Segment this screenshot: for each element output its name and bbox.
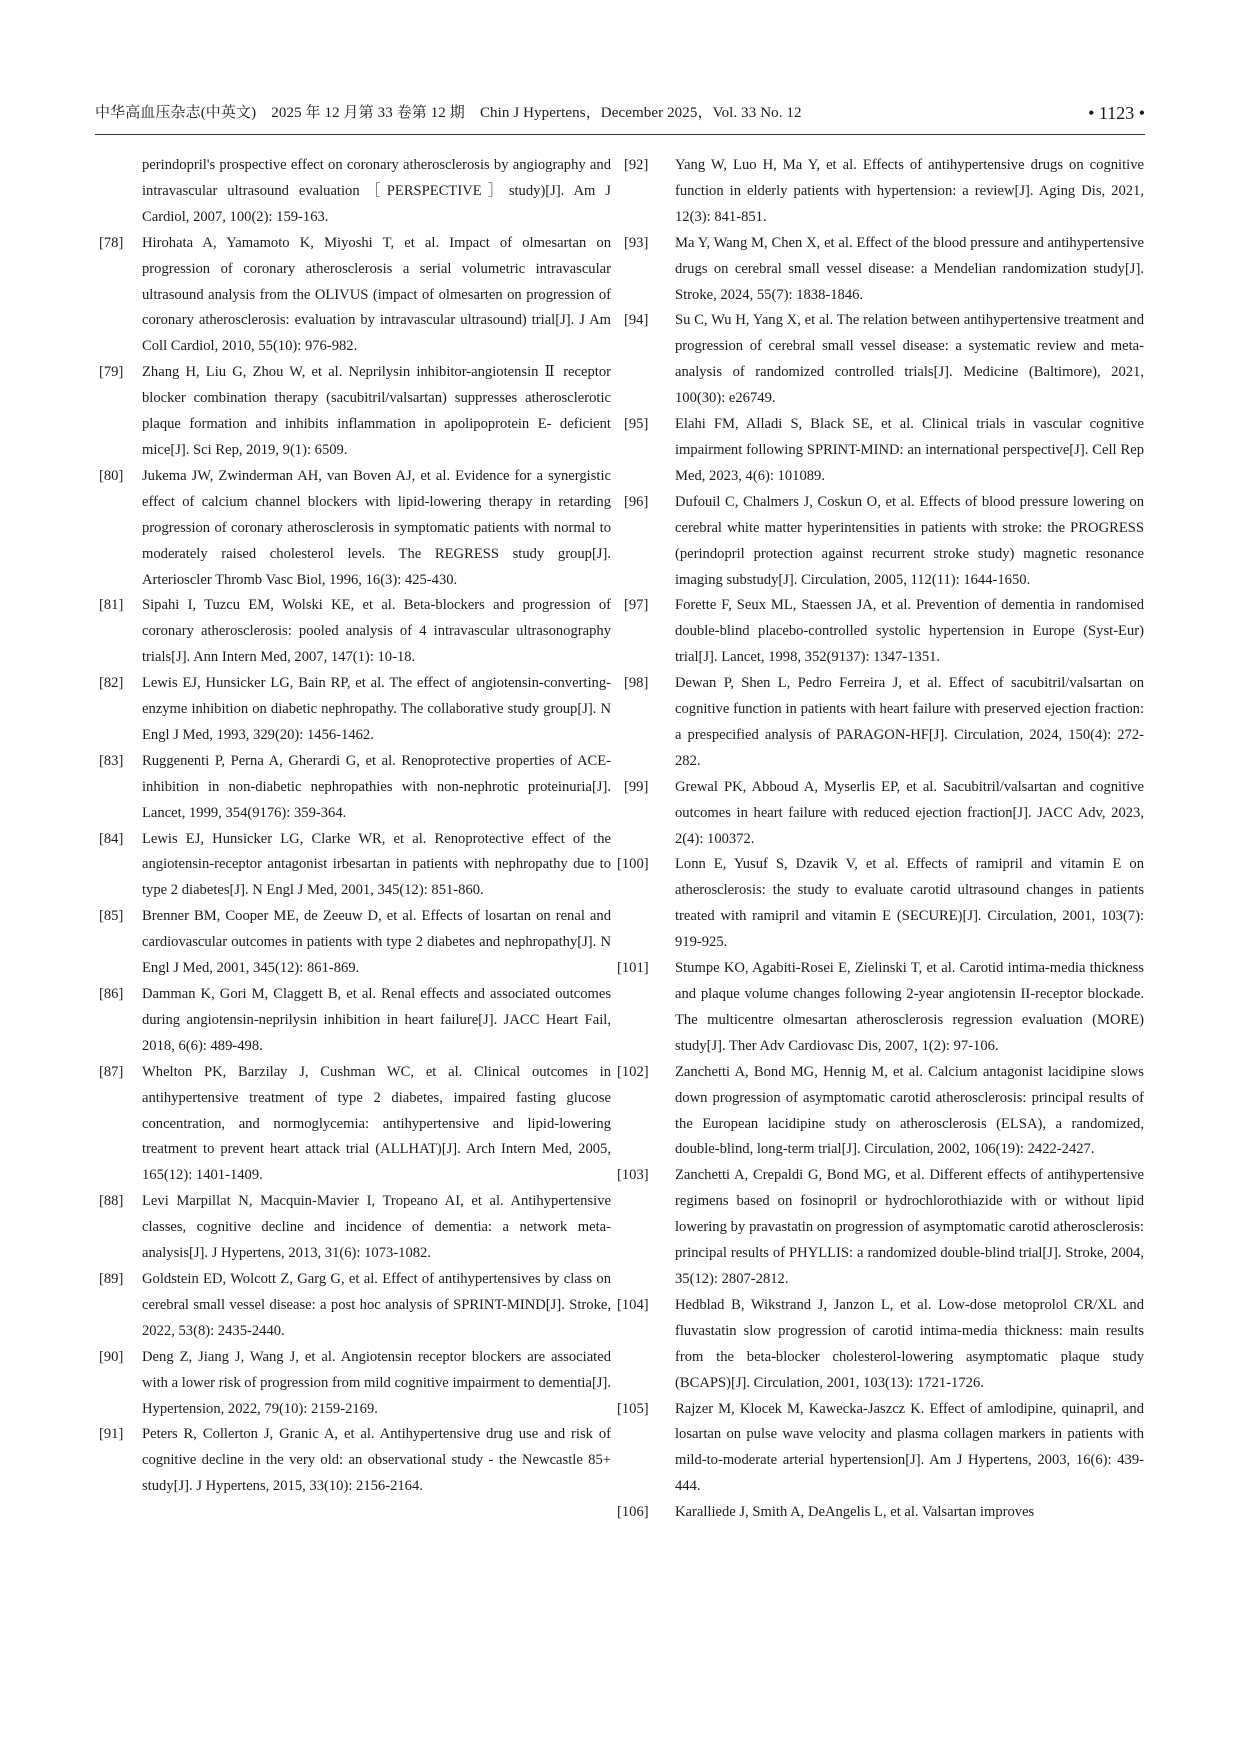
reference-number: [88] <box>99 1193 124 1210</box>
reference-entry <box>617 956 1144 1060</box>
reference-text: Lewis EJ, Hunsicker LG, Clarke WR, et al. Renoprotective effect of the angiotensin-receptor antagonist irbesartan in patients with nephropathy due to type 2 diabetes[J]. N Engl J Med, 2001, 345(12): 851-860. <box>142 830 611 899</box>
reference-entry <box>99 231 611 361</box>
reference-entry <box>617 852 1144 956</box>
reference-number: [86] <box>99 986 124 1002</box>
reference-entry <box>617 1500 1144 1526</box>
reference-number: [99] <box>624 778 649 795</box>
reference-number: [81] <box>99 597 124 614</box>
reference-column-left <box>99 153 611 1500</box>
reference-number: [94] <box>624 312 649 329</box>
page-number: • 1123 • <box>1088 103 1145 123</box>
reference-entry <box>617 1397 1144 1501</box>
running-header <box>95 98 1145 128</box>
reference-text: Zanchetti A, Crepaldi G, Bond MG, et al. Different effects of antihypertensive regimens based on fosinopril or hydrochlorothiazide with or without lipid lowering by pravastatin on progression of asymptomatic carotid atherosclerosis: principal results of PHYLLIS: a randomized double-blind trial[J]. Stroke, 2004, 35(12): 2807-2812. <box>675 1167 1144 1287</box>
reference-entry <box>624 775 1144 853</box>
reference-entry <box>99 982 611 1060</box>
reference-entry <box>99 1060 611 1190</box>
reference-text: Yang W, Luo H, Ma Y, et al. Effects of antihypertensive drugs on cognitive function in elderly patients with hypertension: a review[J]. Aging Dis, 2021, 12(3): 841-851. <box>675 157 1144 225</box>
reference-text: Su C, Wu H, Yang X, et al. The relation between antihypertensive treatment and progression of cerebral small vessel disease: a systematic review and meta-analysis of randomized controlled trials[J]. Medicine (Baltimore), 2021, 100(30): e26749. <box>675 312 1144 407</box>
reference-number: [91] <box>99 1426 124 1443</box>
reference-entry <box>617 1060 1144 1164</box>
reference-number: [103] <box>617 1167 649 1184</box>
reference-text: Lewis EJ, Hunsicker LG, Bain RP, et al. The effect of angiotensin-converting-enzyme inhibition on diabetic nephropathy. The collaborative study group[J]. N Engl J Med, 1993, 329(20): 1456-1462. <box>142 675 611 743</box>
reference-number: [87] <box>99 1063 124 1080</box>
reference-entry <box>617 1163 1144 1293</box>
reference-text: Sipahi I, Tuzcu EM, Wolski KE, et al. Beta-blockers and progression of coronary atherosclerosis: pooled analysis of 4 intravascular ultrasonography trials[J]. Ann Intern Med, 2007, 147(1): 10-18. <box>142 597 611 666</box>
reference-number: [96] <box>624 493 649 510</box>
reference-column-right <box>617 153 1144 1526</box>
reference-number: [104] <box>617 1296 649 1313</box>
reference-text: Grewal PK, Abboud A, Myserlis EP, et al. Sacubitril/valsartan and cognitive outcomes in heart failure with reduced ejection fraction[J]. JACC Adv, 2023, 2(4): 100372. <box>675 778 1144 847</box>
reference-text: Ma Y, Wang M, Chen X, et al. Effect of the blood pressure and antihypertensive drugs on cerebral small vessel disease: a Mendelian randomization study[J]. Stroke, 2024, 55(7): 1838-1846. <box>675 234 1144 303</box>
reference-entry <box>617 1293 1144 1397</box>
reference-entry <box>624 671 1144 775</box>
reference-entry <box>99 360 611 464</box>
reference-entry <box>99 1267 611 1345</box>
reference-entry <box>99 593 611 671</box>
reference-number: [106] <box>617 1504 649 1521</box>
journal-citation-line: 中华高血压杂志(中英文) 2025 年 12 月第 33 卷第 12 期 Chin J Hypertens，December 2025，Vol. 33 No. 12 <box>95 105 802 121</box>
reference-number: [78] <box>99 234 124 251</box>
reference-text: Levi Marpillat N, Macquin-Mavier I, Tropeano AI, et al. Antihypertensive classes, cognitive decline and incidence of dementia: a network meta-analysis[J]. J Hypertens, 2013, 31(6): 1073-1082. <box>142 1193 611 1262</box>
reference-number: [83] <box>99 752 124 769</box>
reference-text: Dewan P, Shen L, Pedro Ferreira J, et al. Effect of sacubitril/valsartan on cognitive function in patients with heart failure with preserved ejection fraction: a prespecified analysis of PARAGON-HF[J]. Circulation, 2024, 150(4): 272-282. <box>675 675 1144 769</box>
reference-entry <box>624 412 1144 490</box>
reference-text: Deng Z, Jiang J, Wang J, et al. Angiotensin receptor blockers are associated with a lower risk of progression from mild cognitive impairment to dementia[J]. Hypertension, 2022, 79(10): 2159-2169. <box>142 1348 611 1417</box>
reference-number: [101] <box>617 960 649 977</box>
header-rule <box>95 134 1145 135</box>
reference-entry <box>99 1345 611 1423</box>
reference-number: [97] <box>624 597 649 614</box>
reference-entry <box>99 464 611 594</box>
reference-entry <box>624 490 1144 594</box>
reference-text: Brenner BM, Cooper ME, de Zeeuw D, et al. Effects of losartan on renal and cardiovascular outcomes in patients with type 2 diabetes and nephropathy[J]. N Engl J Med, 2001, 345(12): 861-869. <box>142 908 611 977</box>
reference-entry <box>624 153 1144 231</box>
reference-number: [89] <box>99 1270 124 1287</box>
reference-number: [105] <box>617 1400 649 1417</box>
reference-text: Stumpe KO, Agabiti-Rosei E, Zielinski T, et al. Carotid intima-media thickness and plaque volume changes following 2-year angiotensin II-receptor blockade. The multicentre olmesartan atherosclerosis regression evaluation (MORE) study[J]. Ther Adv Cardiovasc Dis, 2007, 1(2): 97-106. <box>675 960 1144 1054</box>
reference-text: Elahi FM, Alladi S, Black SE, et al. Clinical trials in vascular cognitive impairment following SPRINT-MIND: an international perspective[J]. Cell Rep Med, 2023, 4(6): 101089. <box>675 416 1144 484</box>
reference-text: Dufouil C, Chalmers J, Coskun O, et al. Effects of blood pressure lowering on cerebral white matter hyperintensities in patients with stroke: the PROGRESS (perindopril protection against recurrent stroke study) magnetic resonance imaging substudy[J]. Circulation, 2005, 112(11): 1644-1650. <box>675 493 1144 588</box>
reference-text: Peters R, Collerton J, Granic A, et al. Antihypertensive drug use and risk of cognitive decline in the very old: an observational study - the Newcastle 85+ study[J]. J Hypertens, 2015, 33(10): 2156-2164. <box>142 1426 611 1495</box>
reference-number: [84] <box>99 830 124 847</box>
reference-number: [80] <box>99 467 124 484</box>
reference-entry <box>624 593 1144 671</box>
reference-number: [98] <box>624 675 649 692</box>
reference-text: Zhang H, Liu G, Zhou W, et al. Neprilysin inhibitor-angiotensin Ⅱ receptor blocker combination therapy (sacubitril/valsartan) suppresses atherosclerotic plaque formation and inhibits inflammation in apolipoprotein E- deficient mice[J]. Sci Rep, 2019, 9(1): 6509. <box>142 364 611 458</box>
reference-number: [95] <box>624 416 649 433</box>
reference-number: [90] <box>99 1348 124 1365</box>
reference-number: [82] <box>99 675 124 692</box>
reference-number: [92] <box>624 157 649 173</box>
reference-text: Goldstein ED, Wolcott Z, Garg G, et al. Effect of antihypertensives by class on cerebral small vessel disease: a post hoc analysis of SPRINT-MIND[J]. Stroke, 2022, 53(8): 2435-2440. <box>142 1270 611 1339</box>
reference-text: Hirohata A, Yamamoto K, Miyoshi T, et al. Impact of olmesartan on progression of coronary atherosclerosis a serial volumetric intravascular ultrasound analysis from the OLIVUS (impact of olmesarten on progression of coronary atherosclerosis: evaluation by intravascular ultrasound) trial[J]. J Am Coll Cardiol, 2010, 55(10): 976-982. <box>142 234 611 355</box>
reference-entry <box>99 827 611 905</box>
reference-text: Damman K, Gori M, Claggett B, et al. Renal effects and associated outcomes during angiotensin-neprilysin inhibition in heart failure[J]. JACC Heart Fail, 2018, 6(6): 489-498. <box>142 986 611 1054</box>
reference-entry <box>99 153 611 231</box>
reference-text: Zanchetti A, Bond MG, Hennig M, et al. Calcium antagonist lacidipine slows down progression of asymptomatic carotid atherosclerosis: principal results of the European lacidipine study on atherosclerosis (ELSA), a randomized, double-blind, long-term trial[J]. Circulation, 2002, 106(19): 2422-2427. <box>675 1063 1144 1158</box>
reference-text: Lonn E, Yusuf S, Dzavik V, et al. Effects of ramipril and vitamin E on atherosclerosis: the study to evaluate carotid ultrasound changes in patients treated with ramipril and vitamin E (SECURE)[J]. Circulation, 2001, 103(7): 919-925. <box>675 856 1144 951</box>
reference-text: Rajzer M, Klocek M, Kawecka-Jaszcz K. Effect of amlodipine, quinapril, and losartan on pulse wave velocity and plasma collagen markers in patients with mild-to-moderate arterial hypertension[J]. Am J Hypertens, 2003, 16(6): 439-444. <box>675 1400 1144 1495</box>
reference-entry <box>624 231 1144 309</box>
reference-text: Whelton PK, Barzilay J, Cushman WC, et al. Clinical outcomes in antihypertensive treatment of type 2 diabetes, impaired fasting glucose concentration, and normoglycemia: antihypertensive and lipid-lowering treatment to prevent heart attack trial (ALLHAT)[J]. Arch Intern Med, 2005, 165(12): 1401-1409. <box>142 1063 611 1184</box>
reference-entry <box>99 1189 611 1267</box>
reference-text: Forette F, Seux ML, Staessen JA, et al. Prevention of dementia in randomised double-blind placebo-controlled systolic hypertension in Europe (Syst-Eur) trial[J]. Lancet, 1998, 352(9137): 1347-1351. <box>675 597 1144 666</box>
reference-text: Jukema JW, Zwinderman AH, van Boven AJ, et al. Evidence for a synergistic effect of calcium channel blockers with lipid-lowering therapy in retarding progression of coronary atherosclerosis in symptomatic patients with normal to moderately raised cholesterol levels. The REGRESS study group[J]. Arterioscler Thromb Vasc Biol, 1996, 16(3): 425-430. <box>142 467 611 588</box>
reference-number: [79] <box>99 364 124 381</box>
reference-text: perindopril's prospective effect on coronary atherosclerosis by angiography and intravascular ultrasound evaluation［PERSPECTIVE］study)[J]. Am J Cardiol, 2007, 100(2): 159-163. <box>142 157 611 225</box>
reference-entry <box>99 904 611 982</box>
reference-number: [85] <box>99 908 124 925</box>
reference-number: [100] <box>617 856 649 873</box>
reference-text: Ruggenenti P, Perna A, Gherardi G, et al. Renoprotective properties of ACE-inhibition in non-diabetic nephropathies with non-nephrotic proteinuria[J]. Lancet, 1999, 354(9176): 359-364. <box>142 752 611 821</box>
reference-entry <box>624 308 1144 412</box>
reference-number: [102] <box>617 1063 649 1080</box>
reference-entry <box>99 1422 611 1500</box>
reference-entry <box>99 749 611 827</box>
reference-text: Hedblad B, Wikstrand J, Janzon L, et al. Low-dose metoprolol CR/XL and fluvastatin slow progression of carotid intima-media thickness: main results from the beta-blocker cholesterol-lowering asymptomatic plaque study (BCAPS)[J]. Circulation, 2001, 103(13): 1721-1726. <box>675 1296 1144 1391</box>
reference-number: [93] <box>624 234 649 251</box>
reference-text: Karalliede J, Smith A, DeAngelis L, et al. Valsartan improves <box>675 1504 1035 1521</box>
reference-entry <box>99 671 611 749</box>
